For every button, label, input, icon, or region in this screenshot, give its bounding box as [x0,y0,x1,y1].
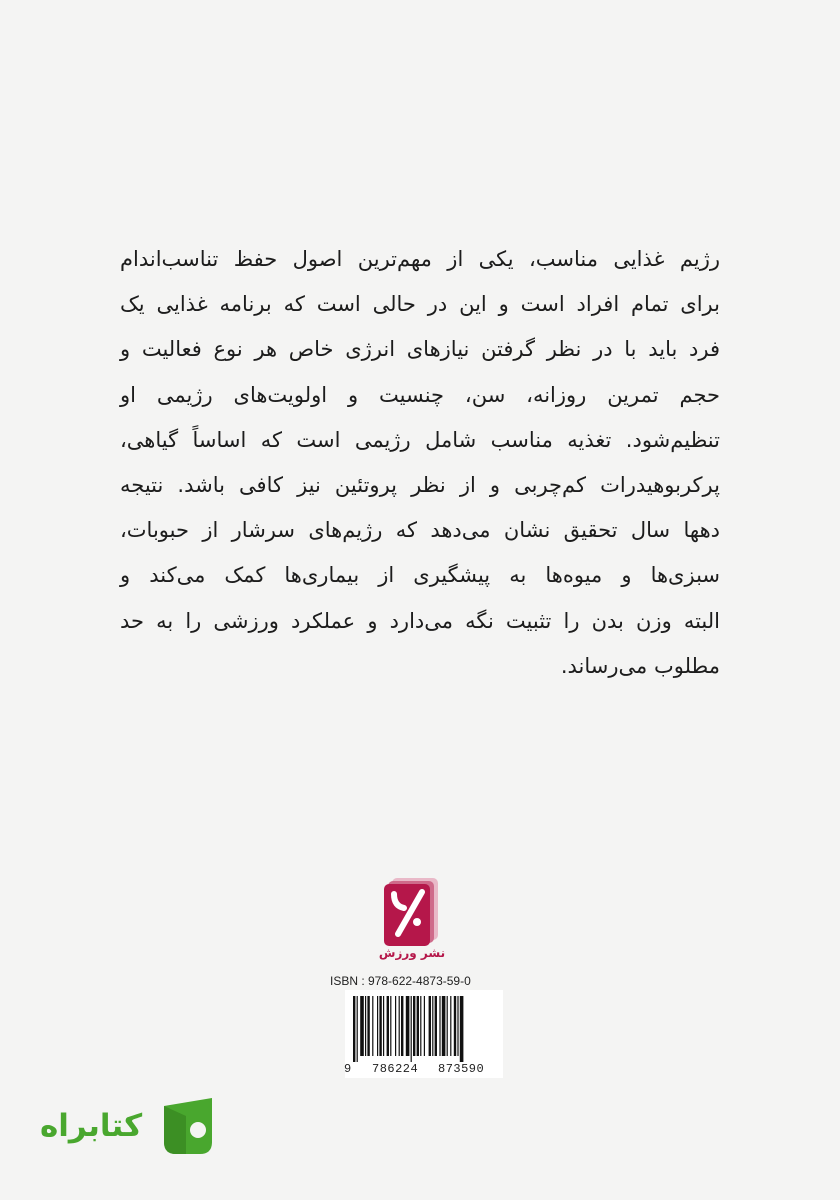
blurb-line: رژیم غذایی مناسب، یکی از مهم‌ترین اصول حفظ تناسب‌اندام [120,247,720,271]
barcode-bar [439,996,440,1056]
blurb-line: برای تمام افراد است و این در حالی است که برنامه غذایی یک [120,292,720,317]
barcode-digits-left: 786224 [372,1062,419,1076]
barcode-bar [442,996,446,1056]
barcode-bar [413,996,415,1056]
blurb-line: پرکربوهیدرات کم‌چربی و از نظر پروتئین نیز کافی باشد. نتیجه [120,472,720,497]
barcode-bar [353,996,355,1062]
barcode-bar [379,996,381,1056]
store-name: کتابراه [40,1108,143,1144]
barcode-bar [383,996,384,1056]
barcode-bar [367,996,369,1056]
barcode-bar [454,996,456,1056]
isbn-label: ISBN : 978-622-4873-59-0 [330,974,471,988]
barcode-bar [387,996,389,1056]
barcode-bar [460,996,464,1062]
blurb-line: فرد باید با در نظر گرفتن نیازهای انرژی خاص هر نوع فعالیت و [120,337,720,362]
barcode-bar [450,996,451,1056]
barcode-digits-right: 873590 [438,1062,485,1076]
barcode-bar [360,996,364,1056]
barcode-bar [420,996,421,1056]
blurb-text [120,237,720,689]
barcode-bar [417,996,419,1056]
blurb-line: مطلوب می‌رساند. [560,653,720,678]
barcode-bar [457,996,458,1056]
barcode-bar [411,996,412,1062]
barcode-bar [357,996,358,1062]
barcode-bar [435,996,437,1056]
barcode-bar [372,996,373,1056]
barcode-bar [406,996,410,1056]
publisher-logo-icon [382,876,442,956]
barcode-bar [395,996,396,1056]
barcode-bar [447,996,448,1056]
barcode-bar [390,996,391,1056]
blurb-line: حجم تمرین روزانه، سن، چنسیت و اولویت‌های رژیمی او [120,382,720,407]
blurb-line: دهها سال تحقیق نشان می‌دهد که رژیم‌های سرشار از حبوبات، [120,518,720,543]
barcode-bar [377,996,378,1056]
blurb-line: تنظیم‌شود. تغذیه مناسب شامل رژیمی است که اساساً گیاهی، [120,427,720,452]
barcode-bar [424,996,425,1056]
barcode-bar [401,996,403,1056]
publisher-name: نشر ورزش [378,946,446,960]
barcode-bar [365,996,366,1056]
barcode-bar [432,996,433,1056]
blurb-line: البته وزن بدن را تثبیت نگه می‌دارد و عملکرد ورزشی را به حد [120,608,720,633]
barcode-bar [399,996,400,1056]
blurb-line: سبزی‌ها و میوه‌ها به پیشگیری از بیماری‌ها کمک می‌کند و [120,563,720,588]
barcode-bar [429,996,431,1056]
barcode-digit-lead: 9 [344,1062,352,1076]
